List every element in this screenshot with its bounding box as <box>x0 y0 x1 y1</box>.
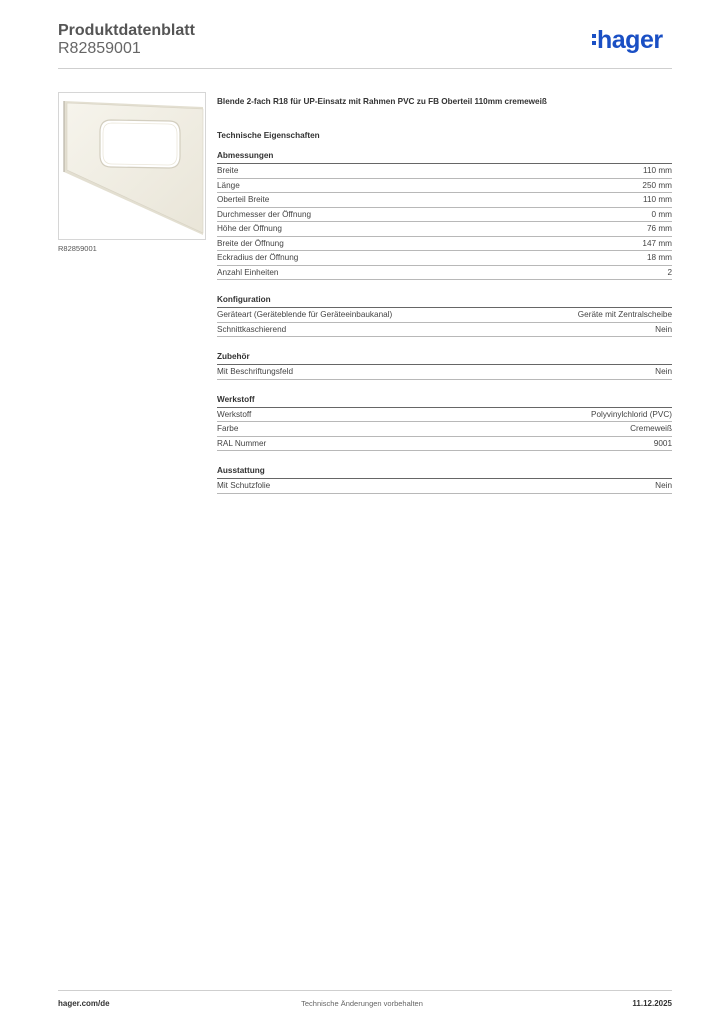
image-caption: R82859001 <box>58 244 97 253</box>
section-title: Abmessungen <box>217 151 672 164</box>
spec-row <box>217 408 672 423</box>
spec-row <box>217 437 672 452</box>
spec-row <box>217 266 672 281</box>
section-title: Zubehör <box>217 352 672 365</box>
spec-label: Mit Beschriftungsfeld <box>217 367 293 377</box>
spec-value: Nein <box>655 324 672 334</box>
spec-row <box>217 422 672 437</box>
spec-value: 110 mm <box>643 166 672 176</box>
spec-value: 76 mm <box>646 224 672 234</box>
spec-label: Anzahl Einheiten <box>217 267 279 277</box>
spec-value: 147 mm <box>642 238 672 248</box>
spec-value: 9001 <box>653 438 672 448</box>
product-description: Blende 2-fach R18 für UP-Einsatz mit Rahmen PVC zu FB Oberteil 110mm cremeweiß <box>217 97 547 106</box>
spec-row <box>217 193 672 208</box>
section-title: Konfiguration <box>217 295 672 308</box>
footer-disclaimer: Technische Änderungen vorbehalten <box>301 999 423 1008</box>
spec-content <box>217 97 672 494</box>
spec-value: Nein <box>655 367 672 377</box>
spec-section <box>217 395 672 452</box>
spec-sections <box>217 151 672 494</box>
spec-section <box>217 151 672 280</box>
spec-row <box>217 222 672 237</box>
spec-value: Polyvinylchlorid (PVC) <box>591 409 672 419</box>
footer-divider <box>58 990 672 991</box>
spec-label: RAL Nummer <box>217 438 267 448</box>
spec-row <box>217 323 672 338</box>
spec-section <box>217 295 672 337</box>
spec-row <box>217 179 672 194</box>
logo-colon-icon <box>592 29 596 49</box>
spec-row <box>217 365 672 380</box>
spec-value: Geräte mit Zentralscheibe <box>577 310 672 320</box>
spec-label: Höhe der Öffnung <box>217 224 282 234</box>
spec-value: Nein <box>655 481 672 491</box>
cover-plate-icon <box>59 93 205 239</box>
hager-logo[interactable] <box>592 28 663 53</box>
spec-row <box>217 208 672 223</box>
spec-value: 18 mm <box>646 253 672 263</box>
spec-label: Länge <box>217 180 240 190</box>
spec-section <box>217 466 672 494</box>
tech-properties-heading: Technische Eigenschaften <box>217 131 320 140</box>
spec-label: Mit Schutzfolie <box>217 481 271 491</box>
spec-row <box>217 164 672 179</box>
spec-value: Cremeweiß <box>630 424 672 434</box>
header-divider <box>58 68 672 69</box>
spec-row <box>217 479 672 494</box>
footer-date: 11.12.2025 <box>632 999 672 1008</box>
section-title: Ausstattung <box>217 466 672 479</box>
spec-value: 110 mm <box>643 195 672 205</box>
spec-label: Geräteart (Geräteblende für Geräteeinbaukanal) <box>217 310 393 320</box>
footer-website-link[interactable]: hager.com/de <box>58 999 110 1008</box>
doc-title: Produktdatenblatt <box>58 22 195 39</box>
spec-label: Breite der Öffnung <box>217 238 284 248</box>
spec-label: Werkstoff <box>217 409 252 419</box>
spec-row <box>217 251 672 266</box>
spec-label: Breite <box>217 166 239 176</box>
spec-row <box>217 308 672 323</box>
product-image <box>58 92 206 240</box>
spec-row <box>217 237 672 252</box>
article-number: R82859001 <box>58 40 141 57</box>
spec-label: Durchmesser der Öffnung <box>217 209 312 219</box>
logo-text: hager <box>597 26 663 54</box>
spec-label: Eckradius der Öffnung <box>217 253 299 263</box>
spec-value: 250 mm <box>642 180 672 190</box>
spec-section <box>217 352 672 380</box>
spec-label: Oberteil Breite <box>217 195 270 205</box>
section-title: Werkstoff <box>217 395 672 408</box>
spec-value: 2 <box>667 267 672 277</box>
spec-label: Schnittkaschierend <box>217 324 287 334</box>
spec-label: Farbe <box>217 424 239 434</box>
spec-value: 0 mm <box>651 209 672 219</box>
